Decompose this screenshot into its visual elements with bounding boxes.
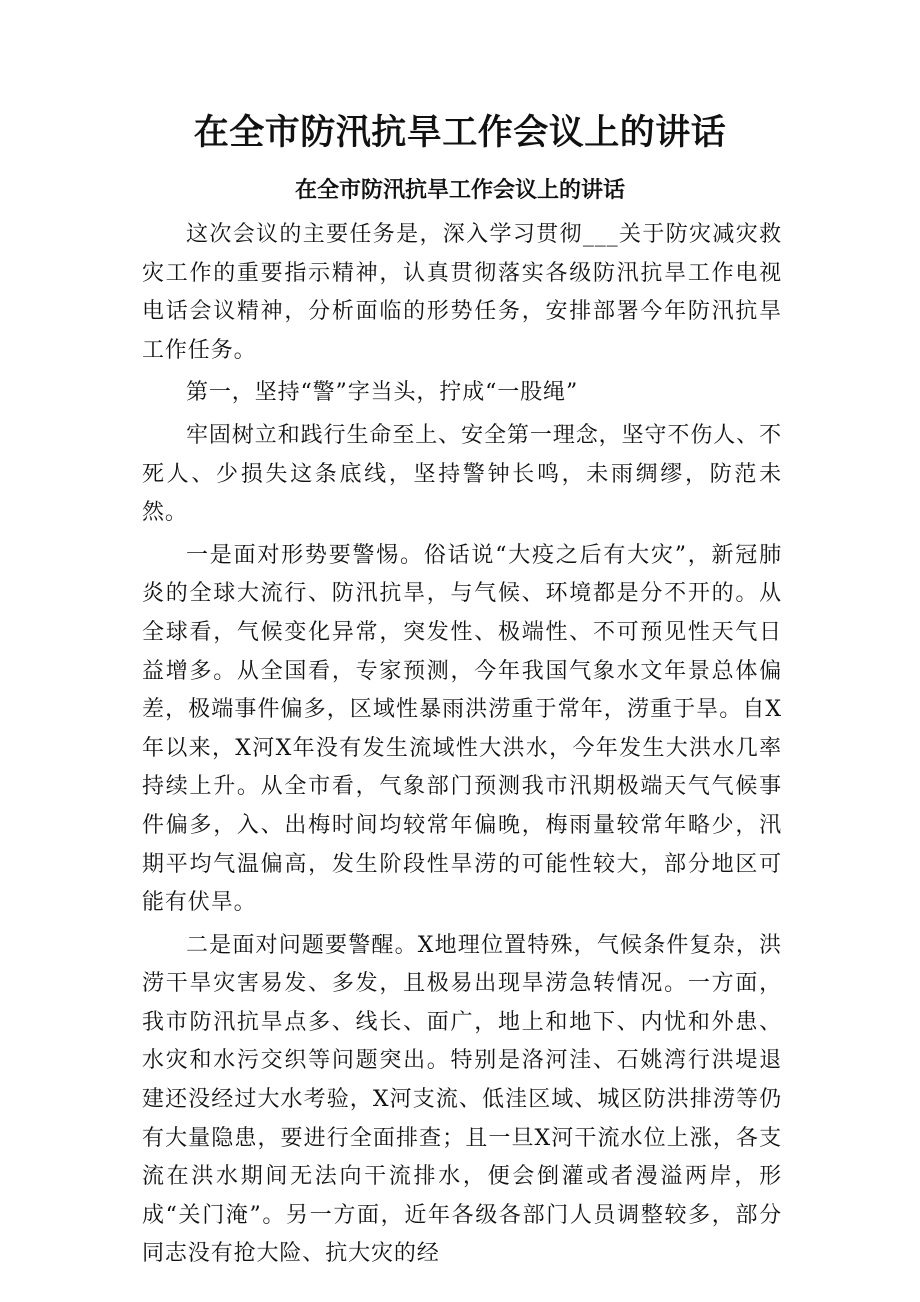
document-subtitle: 在全市防汛抗旱工作会议上的讲话: [294, 177, 625, 203]
paragraph-intro: 这次会议的主要任务是，深入学习贯彻___关于防灾减灾救灾工作的重要指示精神，认真贯彻落实各级防汛抗旱工作电视电话会议精神，分析面临的形势任务，安排部署今年防汛抗旱工作任务。: [142, 222, 782, 363]
paragraph-situation: 一是面对形势要警惕。俗话说“大疫之后有大灾”，新冠肺炎的全球大流行、防汛抗旱，与气候、环境都是分不开的。从全球看，气候变化异常，突发性、极端性、不可预见性天气日益增多。从全国看，专家预测，今年我国气象水文年景总体偏差，极端事件偏多，区域性暴雨洪涝重于常年，涝重于旱。自X年以来，X河X年没有发生流域性大洪水，今年发生大洪水几率持续上升。从全市看，气象部门预测我市汛期极端天气气候事件偏多，入、出梅时间均较常年偏晚，梅雨量较常年略少，汛期平均气温偏高，发生阶段性旱涝的可能性较大，部分地区可能有伏旱。: [142, 542, 782, 916]
paragraph-principle: 牢固树立和践行生命至上、安全第一理念，坚守不伤人、不死人、少损失这条底线，坚持警钟长鸣，未雨绸缪，防范未然。: [142, 422, 782, 526]
document-body: [142, 216, 782, 1278]
document-title: 在全市防汛抗旱工作会议上的讲话: [193, 113, 727, 153]
paragraph-problems: 二是面对问题要警醒。X地理位置特殊，气候条件复杂，洪涝干旱灾害易发、多发，且极易出现旱涝急转情况。一方面，我市防汛抗旱点多、线长、面广，地上和地下、内忧和外患、水灾和水污交织等问题突出。特别是洛河洼、石姚湾行洪堤退建还没经过大水考验，X河支流、低洼区域、城区防洪排涝等仍有大量隐患，要进行全面排查；且一旦X河干流水位上涨，各支流在洪水期间无法向干流排水，便会倒灌或者漫溢两岸，形成“关门淹”。另一方面，近年各级各部门人员调整较多，部分同志没有抢大险、抗大灾的经: [142, 932, 782, 1267]
section-heading-first: 第一，坚持“警”字当头，拧成“一股绳”: [186, 380, 579, 406]
